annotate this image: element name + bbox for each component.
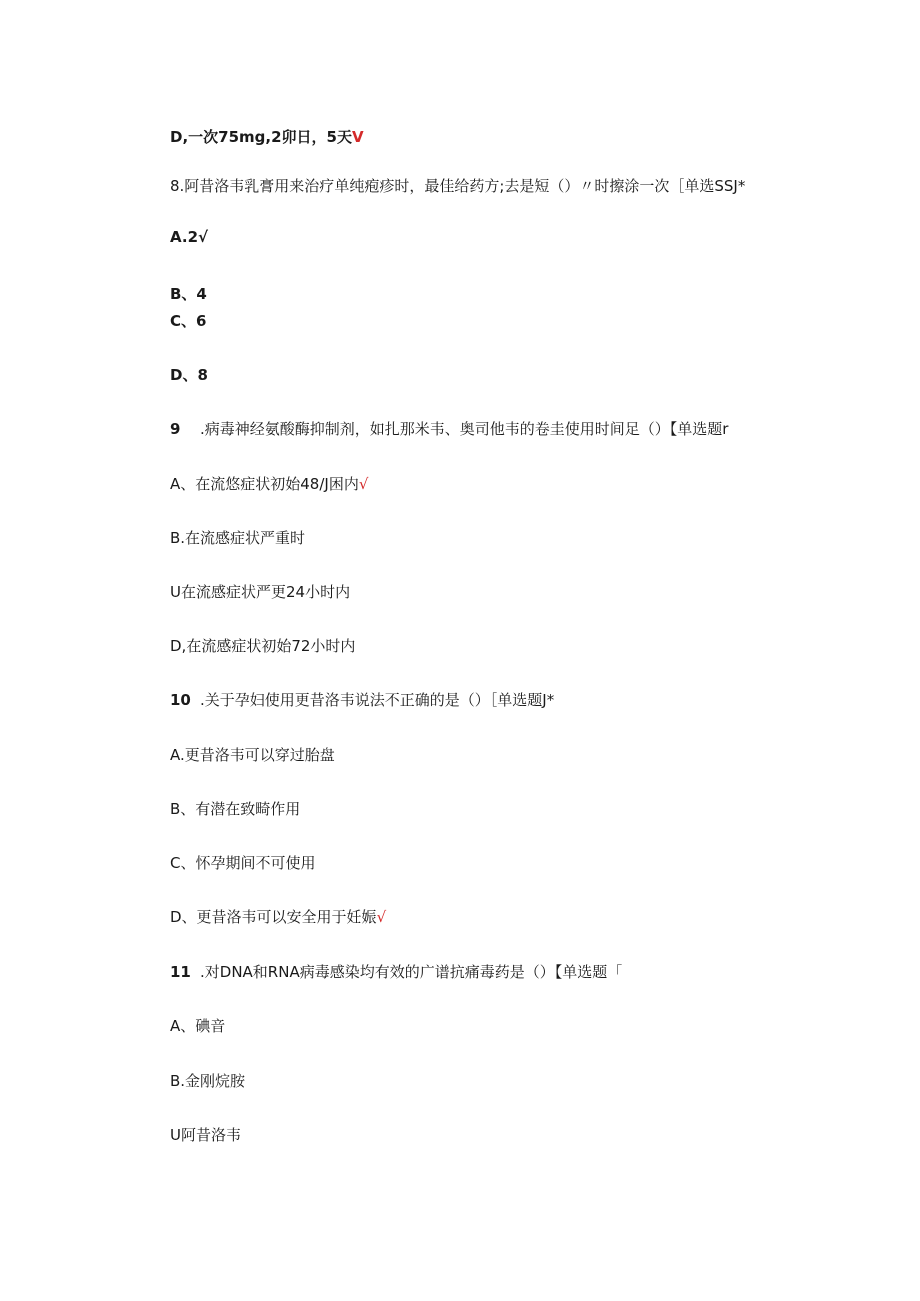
question-number: 9 [170, 420, 181, 438]
option-text: B、有潜在致畸作用 [170, 800, 301, 818]
option-text: D,在流感症状初始72小时内 [170, 637, 356, 655]
q8-option-b [170, 284, 207, 304]
option-text: A.更昔洛韦可以穿过胎盘 [170, 746, 335, 764]
q11-option-b [170, 1071, 245, 1091]
option-text: A.2√ [170, 228, 209, 246]
q11-option-a [170, 1016, 225, 1036]
option-text: A、在流悠症状初始48/J困内 [170, 475, 359, 493]
question-8 [170, 176, 745, 196]
q10-option-b [170, 799, 300, 819]
q10-option-a [170, 745, 335, 765]
option-text: B、4 [170, 285, 207, 303]
question-number: 10 [170, 691, 191, 709]
q7-option-d [170, 127, 364, 147]
question-number: 11 [170, 963, 191, 981]
q10-option-c [170, 853, 315, 873]
question-text: .关于孕妇使用更昔洛韦说法不正确的是（）［单选题J* [200, 691, 555, 709]
option-text: C、6 [170, 312, 207, 330]
option-text: 一次75mg,2卯日，5天 [188, 128, 352, 146]
q8-option-d [170, 365, 208, 385]
question-10 [170, 690, 554, 710]
q10-option-d [170, 907, 386, 927]
question-text: .病毒神经氨酸酶抑制剂，如扎那米韦、奥司他韦的卷圭使用时间足（）【单选题r [200, 420, 729, 438]
option-text: D、8 [170, 366, 208, 384]
question-11 [170, 962, 622, 982]
option-text: A、碘音 [170, 1017, 226, 1035]
q11-option-c [170, 1125, 241, 1145]
correct-mark: √ [376, 908, 387, 926]
option-text: C、怀孕期间不可使用 [170, 854, 316, 872]
q9-option-c [170, 582, 350, 602]
q8-option-c [170, 311, 206, 331]
question-text: .对DNA和RNA病毒感染均有效的广谱抗痛毒药是（）【单选题「 [200, 963, 623, 981]
question-9 [170, 419, 728, 439]
option-text: U阿昔洛韦 [170, 1126, 241, 1144]
q8-option-a [170, 227, 208, 247]
q9-option-a [170, 474, 368, 494]
option-text: B.在流感症状严重时 [170, 529, 306, 547]
option-text: U在流感症状严更24小时内 [170, 583, 351, 601]
option-text: B.金刚烷胺 [170, 1072, 246, 1090]
question-text: 8.阿昔洛韦乳膏用来治疗单纯疱疹时，最佳给药方;去是短（）〃时擦涂一次［单选SSJ* [170, 177, 746, 195]
option-letter: D, [170, 128, 189, 146]
q9-option-d [170, 636, 355, 656]
correct-mark: V [351, 128, 364, 146]
option-text: D、更昔洛韦可以安全用于妊娠 [170, 908, 377, 926]
correct-mark: √ [358, 475, 369, 493]
q9-option-b [170, 528, 305, 548]
